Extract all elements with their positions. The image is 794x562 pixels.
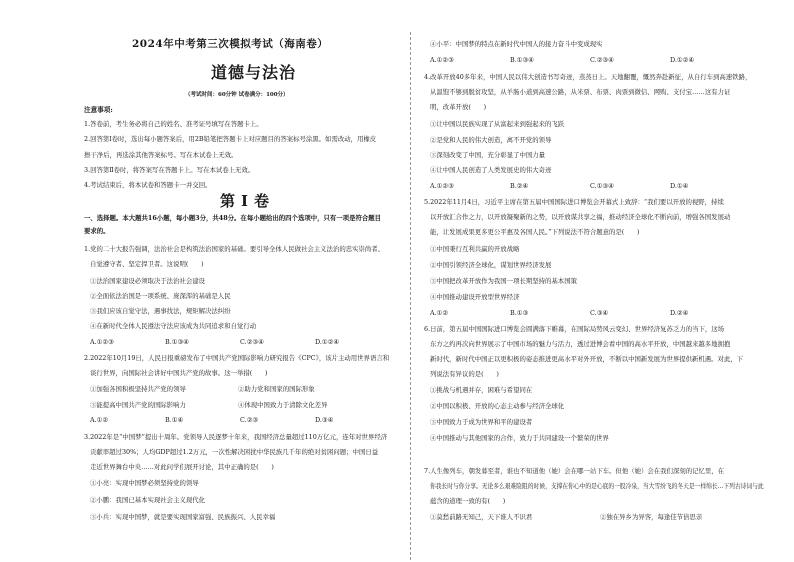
answer-choice[interactable]: D.①④ (670, 182, 689, 190)
notice-item: 1.答卷前，考生务必将自己的姓名、准考证号填写在答题卡上。 (84, 120, 263, 128)
question-stem: 以开放汇合作之力，以开放凝聚新的之势，以开放谋共享之福，推动经济全球化不断向前，增强各国发展动 (430, 213, 731, 221)
question-stem: 5.2022年11月4日，习近平主席在第五届中国国际进口博览会开幕式上致辞：“我们要以开放的视野，持续 (424, 198, 724, 206)
question-stem: 自觉遵守者、坚定捍卫者。这说明( ) (90, 260, 204, 268)
option-statement: ②中国以积极、开放的心态主动参与经济全球化 (430, 402, 565, 410)
question-stem: 新时代，新时代中国正以更积极的姿态推进更高水平对外开放，不断以中国新发展为世界提供新机遇。对此，下 (430, 355, 744, 363)
question-stem: 1.党的二十大报告强调，法治社会是构筑法治国家的基础。要引导全体人民做社会主义法治的忠实崇尚者、 (84, 245, 385, 253)
option-statement: ①小亮：实现中国梦必须坚持党的领导 (90, 479, 199, 487)
option-row (90, 385, 315, 393)
option-statement: ④小平：中国梦的特点在新时代中国人的接力奋斗中变成现实 (430, 40, 603, 48)
answer-row (430, 56, 694, 64)
answer-choice[interactable]: A.①②③ (90, 338, 114, 346)
option-statement: ④体现中国致力于清除文化差异 (238, 401, 328, 409)
option-statement: ②中国引领经济全球化，谋划世界经济发展 (430, 261, 552, 269)
notice-item: 4.考试结束后，将本试卷和答题卡一并交回。 (84, 181, 212, 189)
exam-title: 2024年中考第三次模拟考试（海南卷） (132, 38, 329, 50)
option-statement: ④中国推动与其他国家的合作，致力于共同建设一个繁荣的世界 (430, 434, 609, 442)
question-stem: 列说法有异议的是( ) (430, 370, 499, 378)
answer-choice[interactable]: C.②③④ (590, 56, 614, 64)
question-stem: 2.2022年10月19日，人民日报重磅发布了中国共产党国际影响力研究报告《CPC》，该片主动用世界语言和 (84, 354, 390, 362)
answer-row (430, 182, 688, 190)
notice-item: 2.回答第Ⅰ卷时，选出每小题答案后，用2B铅笔把答题卡上对应题目的答案标号涂黑。如需改动，用橡皮 (84, 135, 377, 143)
answer-choice[interactable]: B.②④ (510, 182, 529, 190)
question-stem: 4.改革开放40多年来，中国人民以伟大创造书写奇迹，蒸蒸日上。天地翻覆，慨然奔赴新征，从自行车到高速铁路， (424, 73, 752, 81)
question-stem: 谈行世界，向国际社会讲好中国共产党的故事。这一举措( ) (90, 369, 268, 377)
answer-choice[interactable]: D.②④ (670, 309, 689, 317)
answer-choice[interactable]: B.①③④ (510, 56, 534, 64)
option-statement: ①法治国家建设必须取决于法治社会建设 (90, 277, 206, 285)
question-stem: 贡献率超过30%；人均GDP超过1.2万元，一次性解决困扰中华民族几千年的绝对贫困问题；中国日益 (90, 448, 379, 456)
question-stem: 7.人生像列车，朝发暮至者，谁也不知道他（她）会在哪一站下车。但他（她）会在我们深刻的记忆里，在 (424, 467, 725, 475)
option-statement: ④在新时代全体人民遵法守法应该成为共同追求和自觉行动 (90, 322, 257, 330)
answer-row (90, 416, 333, 424)
answer-choice[interactable]: A.①②③ (430, 56, 454, 64)
question-stem: 东方之约再次向世界展示了中国市场的魅力与活力，透过进博会看中国的高水平开放，中国越来越多地拥抱 (430, 340, 731, 348)
section-instruction: 要求的。 (84, 227, 110, 235)
answer-choice[interactable]: C.①③④ (590, 182, 614, 190)
option-statement: ③小兵：实现中国梦，就是要实现国家富强、民族振兴、人民幸福 (90, 513, 276, 521)
option-statement: ③能提高中国共产党的国际影响力 (90, 401, 186, 409)
answer-choice[interactable]: A.①② (90, 416, 109, 424)
answer-choice[interactable]: B.①③④ (165, 338, 189, 346)
option-statement: ①挑战与机遇并存，困难与希望同在 (430, 386, 533, 394)
answer-choice[interactable]: B.①③ (510, 309, 529, 317)
answer-choice[interactable]: C.③④ (590, 309, 609, 317)
option-statement: ③中国把改革开放作为我国一项长期坚持的基本国策 (430, 277, 577, 285)
section-title: 第Ⅰ卷 (220, 192, 276, 210)
option-row (430, 513, 702, 521)
section-instruction: 一、选择题。本大题共16小题，每小题3分，共48分。在每小题给出的四个选项中，只有一项是符合题目 (84, 214, 382, 222)
answer-row (90, 338, 339, 346)
option-statement: ④让中国人民创造了人类发展史的伟大奇迹 (430, 166, 552, 174)
question-stem: 蕴含的道理一致的有( ) (430, 497, 506, 505)
answer-choice[interactable]: D.①②④ (670, 56, 695, 64)
answer-choice[interactable]: D.①②④ (315, 338, 340, 346)
answer-choice[interactable]: A.①② (430, 309, 449, 317)
answer-choice[interactable]: C.②③④ (240, 338, 264, 346)
answer-choice[interactable]: B.①④ (165, 416, 184, 424)
option-statement: ②全面依法治国是一项系统、庞深浑的基础是人民 (90, 292, 231, 300)
column-divider (410, 32, 411, 560)
question-stem: 明，改革开放( ) (430, 103, 487, 111)
option-statement: ③我们应该自觉守法，遇事找法，规矩解决法纠纷 (90, 307, 231, 315)
question-stem: 能，让发展成果更多更公平惠及各国人民。”下列说法不符合题意的是( ) (430, 228, 640, 236)
question-stem: 你我长时与你分享。无论多么艰难险阻的时候，支撑在你心中的是心底的一股冷泉，当大雪纷飞的冬天是一样绵长…下列古诗词与此 (430, 482, 764, 490)
notice-item: 3.回答第Ⅱ卷时，将答案写在答题卡上。写在本试卷上无效。 (84, 166, 255, 174)
question-stem: 从温饱不够到脱贫攻坚，从羊肠小道到高速公路，从米票、布票、肉票到微信、网购、支付宝……这有力证 (430, 88, 731, 96)
notice-heading: 注意事项: (84, 106, 113, 114)
answer-choice[interactable]: D.③④ (315, 416, 334, 424)
subject-title: 道德与法治 (211, 63, 297, 82)
question-stem: 走近世界舞台中央……对此问学们展开讨论，其中正确的是( ) (90, 463, 274, 471)
option-statement: ①让中国以民族实现了从富起来到强起来的飞跃 (430, 120, 565, 128)
option-statement: ③深刻改变了中国，充分彰显了中国力量 (430, 151, 546, 159)
answer-row (430, 309, 688, 317)
notice-item: 擦干净后，再选涂其他答案标号。写在本试卷上无效。 (84, 151, 238, 159)
option-statement: ②小鹏：我国已基本实现社会主义现代化 (90, 496, 206, 504)
question-stem: 6.日前，第五届中国国际进口博览会圆满落下帷幕，在国际局势风云变幻、世界经济复苏乏力的当下，这场 (424, 325, 725, 333)
option-statement: ④中国推动建设开放型世界经济 (430, 293, 520, 301)
option-statement: ①莫愁前路无知己，天下谁人不识君 (430, 513, 533, 521)
option-statement: ②是党和人民的伟大创造，离不开党的领导 (430, 136, 552, 144)
question-stem: 3.2022年是“中国梦”提出十周年。党领导人民逐梦十年来，我国经济总量超过110万亿元，连年对世界经济 (84, 433, 388, 441)
answer-choice[interactable]: C.②③ (240, 416, 259, 424)
option-statement: ②助力党和国家的国际形象 (238, 385, 315, 393)
option-statement: ①中国秉行互利共赢的开放战略 (430, 245, 520, 253)
option-statement: ①加强各国积极坚持共产党的领导 (90, 385, 186, 393)
option-statement: ③中国致力于成为世界和平的建设者 (430, 418, 533, 426)
option-statement: ②独在异乡为异客，每逢佳节倍思亲 (600, 513, 703, 521)
option-row (90, 401, 327, 409)
answer-choice[interactable]: A.①②③ (430, 182, 454, 190)
exam-info: （考试时间：60分钟 试卷满分：100分） (185, 92, 289, 98)
